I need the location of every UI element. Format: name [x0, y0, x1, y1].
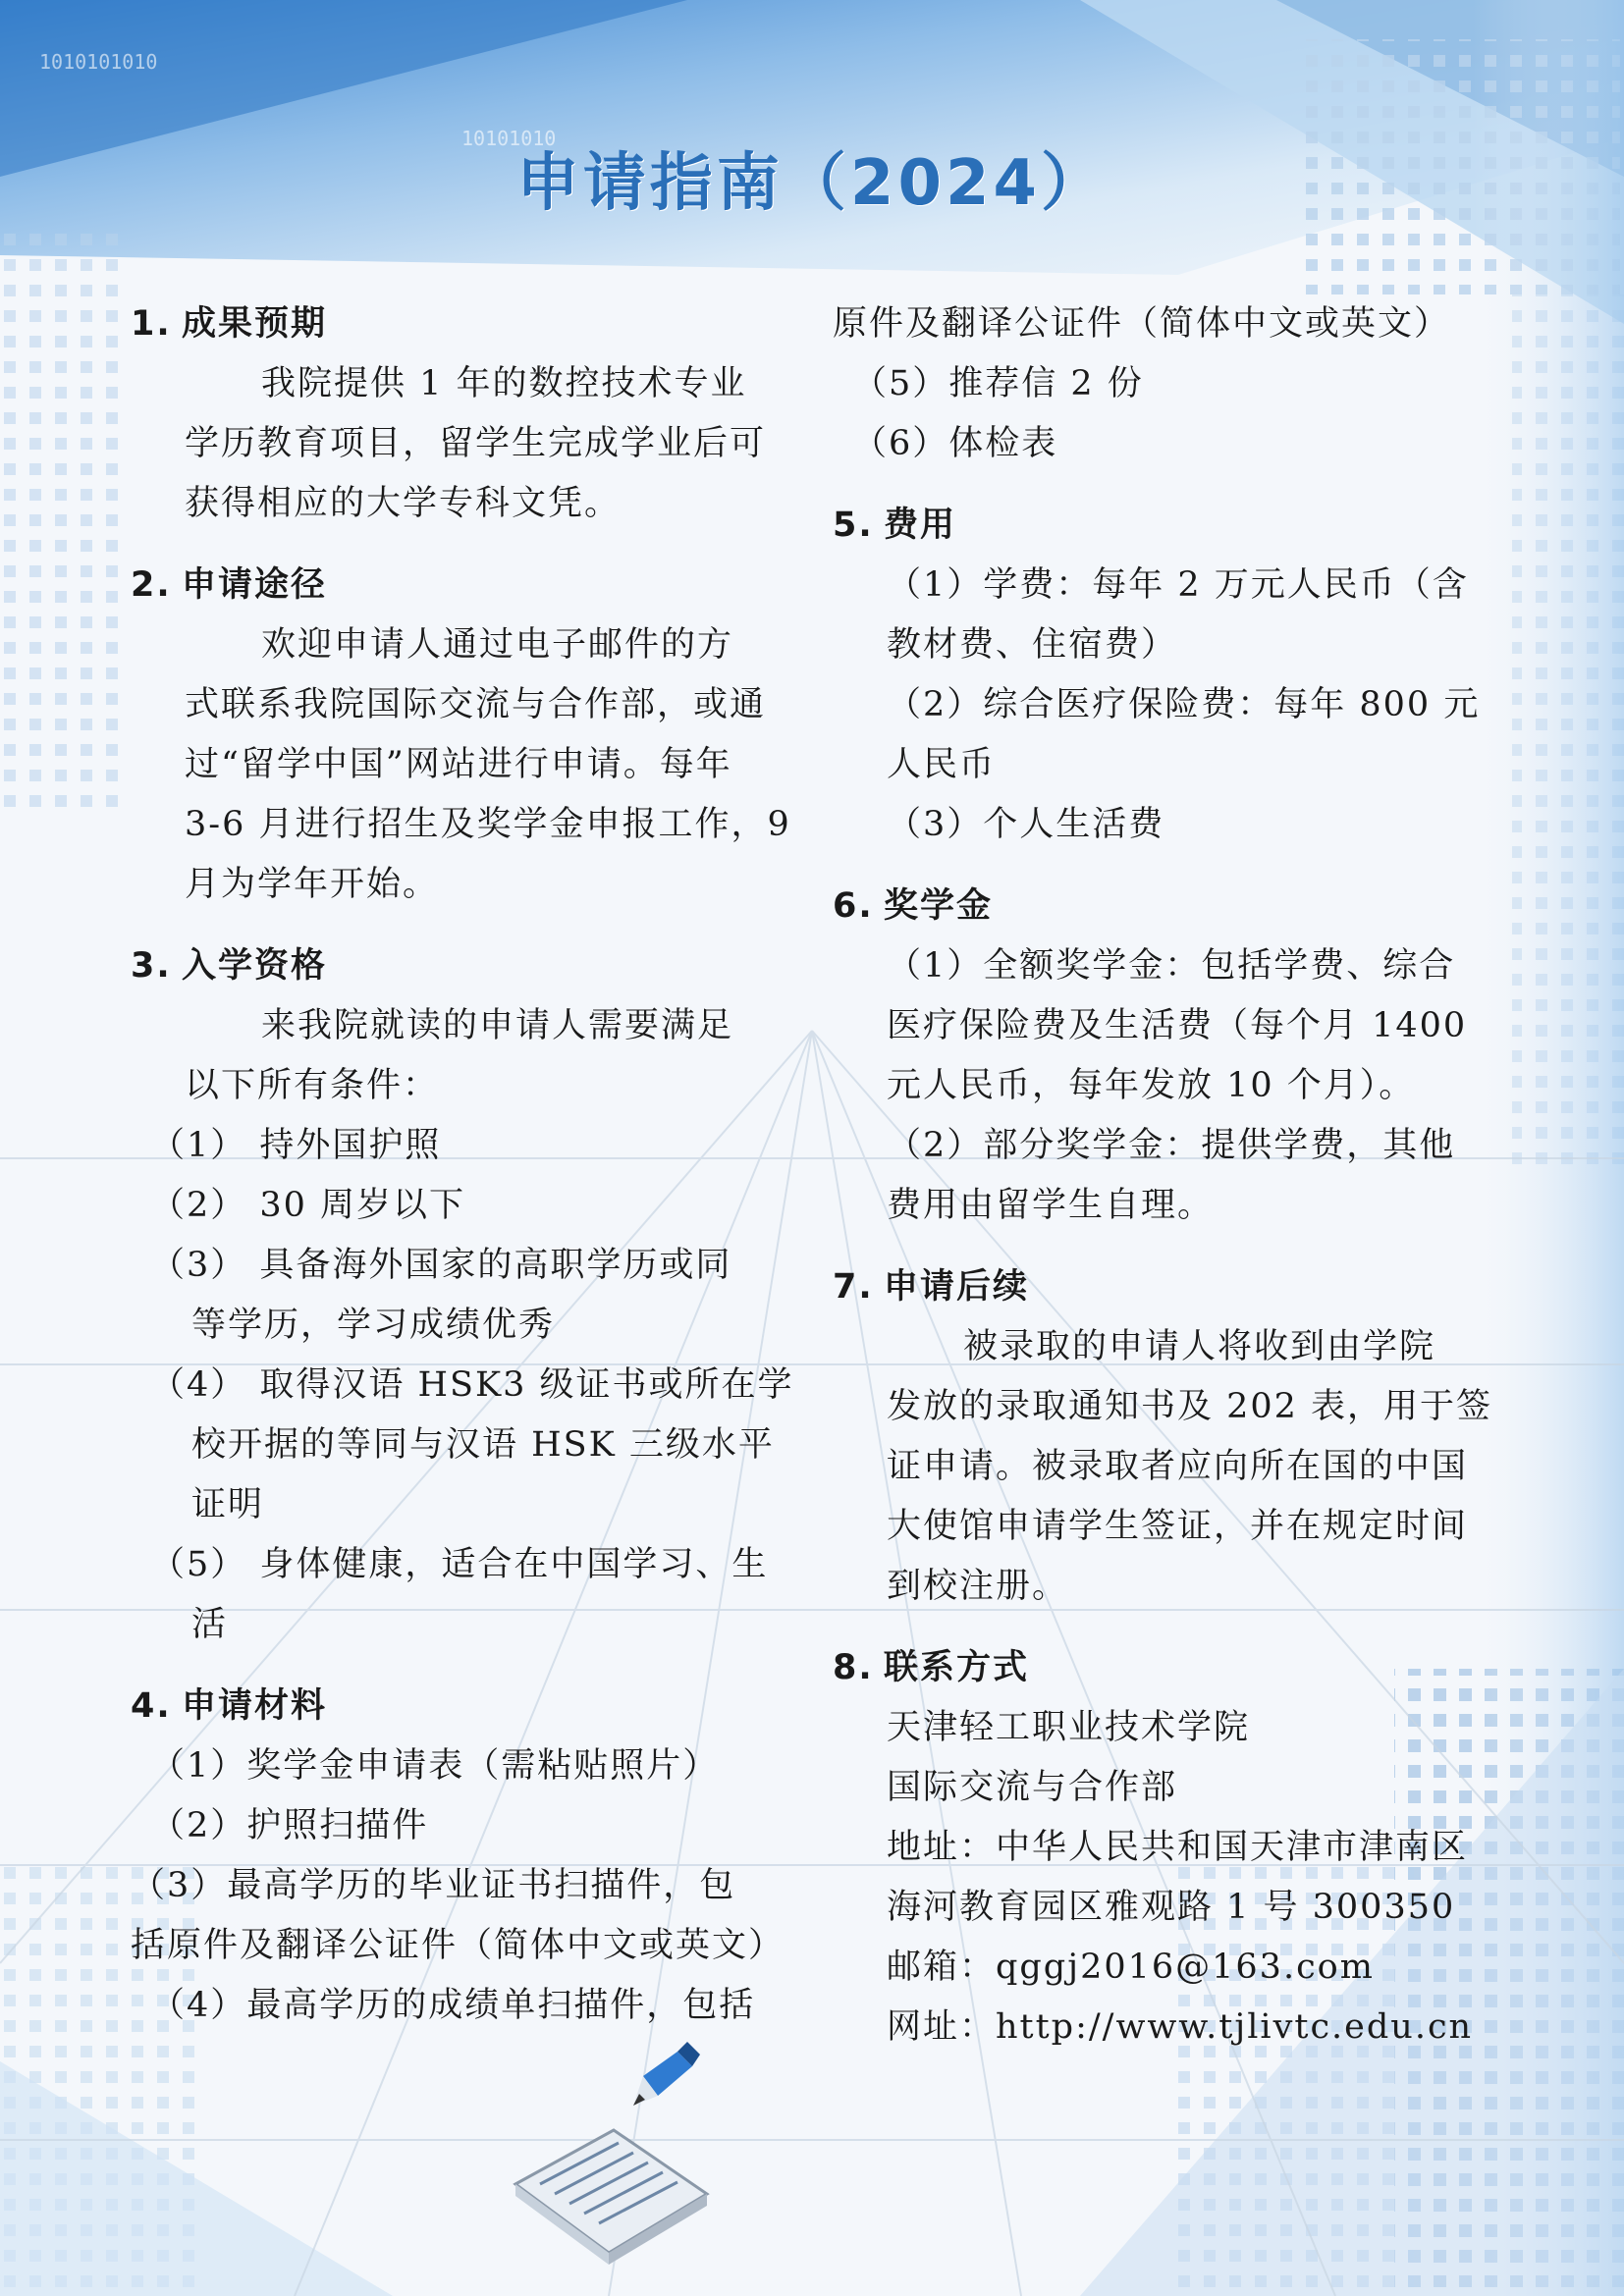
text-line: 活 [191, 1605, 229, 1644]
section-number: 2. [131, 565, 172, 605]
section-number: 3. [131, 946, 172, 986]
text-line: 国际交流与合作部 [887, 1768, 1178, 1807]
binary-decor-2: 10101010 [461, 127, 557, 150]
section-heading [833, 1257, 1492, 1317]
text-line: 地址：中华人民共和国天津市津南区 [887, 1828, 1469, 1867]
notepad-pen-icon [496, 2037, 731, 2272]
text-line: （3） 具备海外国家的高职学历或同 [150, 1246, 732, 1285]
text-line: （2）护照扫描件 [150, 1806, 429, 1845]
text-line: （3）个人生活费 [887, 805, 1165, 844]
binary-decor-1: 1010101010 [39, 50, 158, 74]
page-title: 申请指南（2024） [515, 147, 1109, 220]
left-column [131, 294, 794, 2036]
text-line: 医疗保险费及生活费（每个月 1400 [887, 1006, 1468, 1045]
text-line: （1） 持外国护照 [150, 1126, 442, 1165]
section-title: 联系方式 [884, 1648, 1030, 1687]
section-gap [131, 915, 788, 936]
text-line: 来我院就读的申请人需要满足 [261, 1006, 734, 1045]
text-line: 获得相应的大学专科文凭。 [185, 484, 622, 523]
text-line: （5） 身体健康，适合在中国学习、生 [150, 1545, 769, 1584]
section-heading [131, 936, 788, 996]
section-title: 成果预期 [182, 304, 328, 344]
text-line: 费用由留学生自理。 [887, 1186, 1215, 1225]
text-line: 网址：http://www.tjlivtc.edu.cn [887, 2007, 1474, 2047]
text-line: （4）最高学历的成绩单扫描件，包括 [150, 1986, 756, 2025]
text-line: 过“留学中国”网站进行申请。每年 [185, 745, 732, 784]
section-title: 奖学金 [884, 886, 994, 926]
text-line: 海河教育园区雅观路 1 号 300350 [887, 1888, 1456, 1927]
text-line: 被录取的申请人将收到由学院 [963, 1327, 1436, 1366]
text-line: 3-6 月进行招生及奖学金申报工作，9 [185, 805, 791, 844]
section-heading [833, 877, 1492, 936]
text-line: （5）推荐信 2 份 [852, 364, 1144, 403]
section-number: 1. [131, 304, 172, 344]
text-line: 式联系我院国际交流与合作部，或通 [185, 685, 767, 724]
section-heading [131, 556, 788, 615]
section-gap [833, 1236, 1492, 1257]
text-line: （6）体检表 [852, 424, 1058, 463]
text-line: （1）学费：每年 2 万元人民币（含 [887, 565, 1469, 605]
text-line: （4） 取得汉语 HSK3 级证书或所在学 [150, 1365, 794, 1405]
right-column [833, 294, 1492, 2057]
section-number: 7. [833, 1267, 874, 1307]
text-line: （1）全额奖学金：包括学费、综合 [887, 946, 1456, 986]
text-line: 月为学年开始。 [185, 865, 440, 904]
text-line: 我院提供 1 年的数控技术专业 [261, 364, 747, 403]
section-title: 入学资格 [182, 946, 328, 986]
text-line: （3）最高学历的毕业证书扫描件，包 [131, 1866, 736, 1905]
text-line: 学历教育项目，留学生完成学业后可 [185, 424, 767, 463]
text-line: 证明 [191, 1485, 265, 1524]
section-number: 6. [833, 886, 874, 926]
section-heading [833, 1638, 1492, 1698]
section-number: 4. [131, 1686, 172, 1726]
text-line: 邮箱：qggj2016@163.com [887, 1948, 1375, 1987]
text-line: 大使馆申请学生签证，并在规定时间 [887, 1507, 1469, 1546]
text-line: （2）综合医疗保险费：每年 800 元 [887, 685, 1481, 724]
text-line: 欢迎申请人通过电子邮件的方 [261, 625, 734, 665]
text-line: （2）部分奖学金：提供学费，其他 [887, 1126, 1456, 1165]
section-number: 5. [833, 506, 874, 545]
text-line: 校开据的等同与汉语 HSK 三级水平 [191, 1425, 775, 1465]
text-line: 原件及翻译公证件（简体中文或英文） [833, 304, 1451, 344]
text-line: 以下所有条件： [185, 1066, 440, 1105]
section-title: 申请途径 [182, 565, 328, 605]
section-heading [833, 496, 1492, 556]
section-title: 费用 [884, 506, 957, 545]
section-gap [833, 855, 1492, 877]
section-number: 8. [833, 1648, 874, 1687]
section-title: 申请材料 [182, 1686, 328, 1726]
text-line: （2） 30 周岁以下 [150, 1186, 466, 1225]
section-title: 申请后续 [884, 1267, 1030, 1307]
text-line: 天津轻工职业技术学院 [887, 1708, 1251, 1747]
text-line: 证申请。被录取者应向所在国的中国 [887, 1447, 1469, 1486]
text-line: 人民币 [887, 745, 997, 784]
text-line: 到校注册。 [887, 1567, 1069, 1606]
text-line: 元人民币，每年发放 10 个月）。 [887, 1066, 1416, 1105]
section-heading [131, 294, 788, 354]
section-gap [131, 534, 788, 556]
section-heading [131, 1677, 788, 1736]
text-line: （1）奖学金申请表（需粘贴照片） [150, 1746, 720, 1786]
section-gap [131, 1655, 788, 1677]
text-line: 括原件及翻译公证件（简体中文或英文） [131, 1926, 785, 1965]
text-line: 等学历，学习成绩优秀 [191, 1306, 556, 1345]
text-line: 教材费、住宿费） [887, 625, 1178, 665]
section-gap [833, 1617, 1492, 1638]
section-gap [833, 474, 1492, 496]
text-line: 发放的录取通知书及 202 表，用于签 [887, 1387, 1493, 1426]
